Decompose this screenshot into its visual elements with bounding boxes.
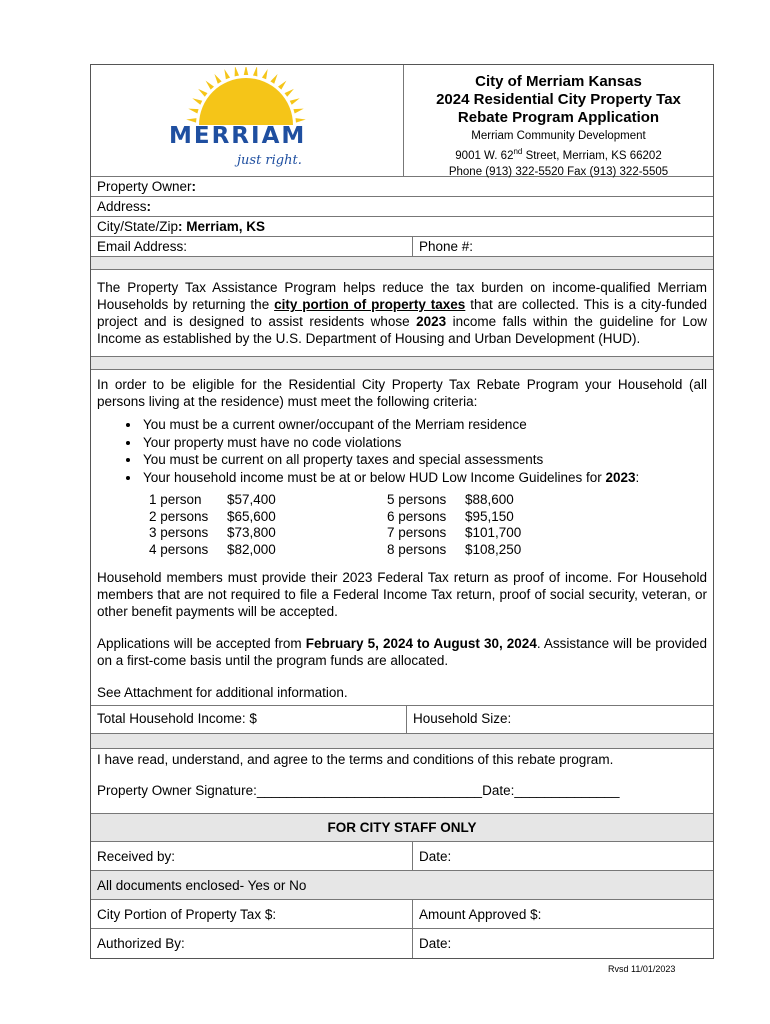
household-size: 8 persons xyxy=(387,541,447,557)
address-field[interactable]: Address: xyxy=(91,197,713,217)
sun-ray xyxy=(293,109,303,114)
property-owner-field[interactable]: Property Owner: xyxy=(91,177,713,197)
sun-ray xyxy=(186,118,196,122)
sun-ray xyxy=(262,69,268,79)
phone-field[interactable]: Phone #: xyxy=(419,239,474,254)
received-row xyxy=(91,842,713,871)
income-limit: $65,600 xyxy=(227,508,276,524)
amount-approved-field[interactable]: Amount Approved $: xyxy=(419,907,542,922)
received-by-field[interactable]: Received by: xyxy=(91,842,413,870)
form-header xyxy=(91,65,713,177)
income-limit: $108,250 xyxy=(465,541,522,557)
revision-date: Rvsd 11/01/2023 xyxy=(608,964,676,974)
email-phone-row xyxy=(91,237,713,257)
sun-ray xyxy=(278,81,286,90)
criteria-item: • You must be a current owner/occupant of the Merriam residence xyxy=(141,416,707,434)
household-size: 6 persons xyxy=(387,508,447,524)
program-description: The Property Tax Assistance Program helps reduce the tax burden on income-qualified Merriam Households by returning the city portion of property taxes that are collected. This is a city-funded project and is designed to assist residents whose 2023 income falls within the guideline for Low Income as established by the U.S. Department of Housing and Urban Development (HUD). xyxy=(91,270,713,357)
email-field[interactable]: Email Address: xyxy=(91,237,413,256)
sun-ray xyxy=(285,89,294,97)
income-limit: $101,700 xyxy=(465,525,522,540)
tax-portion-row xyxy=(91,900,713,929)
documents-enclosed-field[interactable]: All documents enclosed- Yes or No xyxy=(91,871,713,900)
city-state-zip-field[interactable]: City/State/Zip: Merriam, KS xyxy=(91,217,713,237)
criteria-item: • Your household income must be at or below HUD Low Income Guidelines for 2023: xyxy=(141,469,707,487)
sun-ray xyxy=(290,98,300,104)
eligibility-lead: In order to be eligible for the Residential City Property Tax Rebate Program your Household (all persons living at the residence) must meet the following criteria: xyxy=(97,377,707,409)
sun-ray xyxy=(224,69,230,79)
form-title-program: 2024 Residential City Property Tax xyxy=(436,91,681,108)
sun-ray xyxy=(192,98,202,104)
household-income-field[interactable]: Total Household Income: $ xyxy=(91,706,407,733)
income-column-right xyxy=(387,492,555,558)
sun-ray xyxy=(206,81,214,90)
household-size: 1 person xyxy=(149,492,202,507)
income-limit: $95,150 xyxy=(465,508,514,524)
form-title-block xyxy=(404,65,713,176)
logo-wordmark: MERRIAM xyxy=(169,123,307,149)
household-size: 5 persons xyxy=(387,492,447,507)
income-limit: $73,800 xyxy=(227,525,276,540)
form-title-application: Rebate Program Application xyxy=(457,109,660,126)
authorized-row xyxy=(91,929,713,958)
sun-ray xyxy=(270,74,277,84)
sun-ray xyxy=(198,89,207,97)
sun-logo-icon xyxy=(161,67,331,127)
department-phone: Phone (913) 322-5520 Fax (913) 322-5505 xyxy=(448,165,669,178)
agreement-text: I have read, understand, and agree to the terms and conditions of this rebate program. xyxy=(97,752,614,767)
sun-ray xyxy=(214,74,221,84)
received-date-field[interactable]: Date: xyxy=(419,849,452,864)
proof-of-income-text: Household members must provide their 2023 Federal Tax return as proof of income. For Household members that are not required to file a Federal Income Tax return, proof of social security, veteran, or other benefit payments will be accepted. xyxy=(97,570,707,619)
application-dates-text: Applications will be accepted from February 5, 2024 to August 30, 2024. Assistance will be provided on a first-come basis until the program funds are allocated. xyxy=(97,636,707,668)
form-title-city: City of Merriam Kansas xyxy=(475,73,642,90)
income-column-left xyxy=(149,492,317,558)
authorized-date-field[interactable]: Date: xyxy=(419,936,452,951)
eligibility-section xyxy=(91,370,713,706)
household-size: 2 persons xyxy=(149,508,209,524)
sun-ray xyxy=(244,67,248,75)
criteria-item: • You must be current on all property taxes and special assessments xyxy=(141,451,707,469)
household-size: 7 persons xyxy=(387,525,447,540)
city-portion-field[interactable]: City Portion of Property Tax $: xyxy=(91,900,413,928)
attachment-note: See Attachment for additional information. xyxy=(97,685,348,700)
income-guidelines-table xyxy=(149,492,707,558)
household-size: 3 persons xyxy=(149,525,209,540)
household-size-field[interactable]: Household Size: xyxy=(413,711,512,726)
sun-ray xyxy=(235,67,239,76)
logo-tagline: just right. xyxy=(237,153,302,168)
department-name: Merriam Community Development xyxy=(471,130,646,142)
divider-band xyxy=(91,357,713,370)
income-limit: $88,600 xyxy=(465,492,514,507)
signature-line[interactable]: Property Owner Signature:______________________________Date:______________ xyxy=(97,783,620,798)
income-limit: $82,000 xyxy=(227,541,276,557)
household-row xyxy=(91,706,713,734)
criteria-item: • Your property must have no code violations xyxy=(141,434,707,452)
sun-ray xyxy=(253,67,257,76)
agreement-section xyxy=(91,749,713,814)
household-size: 4 persons xyxy=(149,541,209,557)
application-form xyxy=(90,64,714,959)
divider-band xyxy=(91,257,713,270)
divider-band xyxy=(91,734,713,749)
merriam-logo xyxy=(91,65,404,176)
criteria-list xyxy=(97,416,707,486)
income-limit: $57,400 xyxy=(227,492,276,507)
staff-only-heading: FOR CITY STAFF ONLY xyxy=(91,814,713,842)
sun-ray xyxy=(296,118,306,122)
department-address: 9001 W. 62nd Street, Merriam, KS 66202 xyxy=(455,147,662,162)
authorized-by-field[interactable]: Authorized By: xyxy=(91,929,413,958)
sun-ray xyxy=(188,109,198,114)
